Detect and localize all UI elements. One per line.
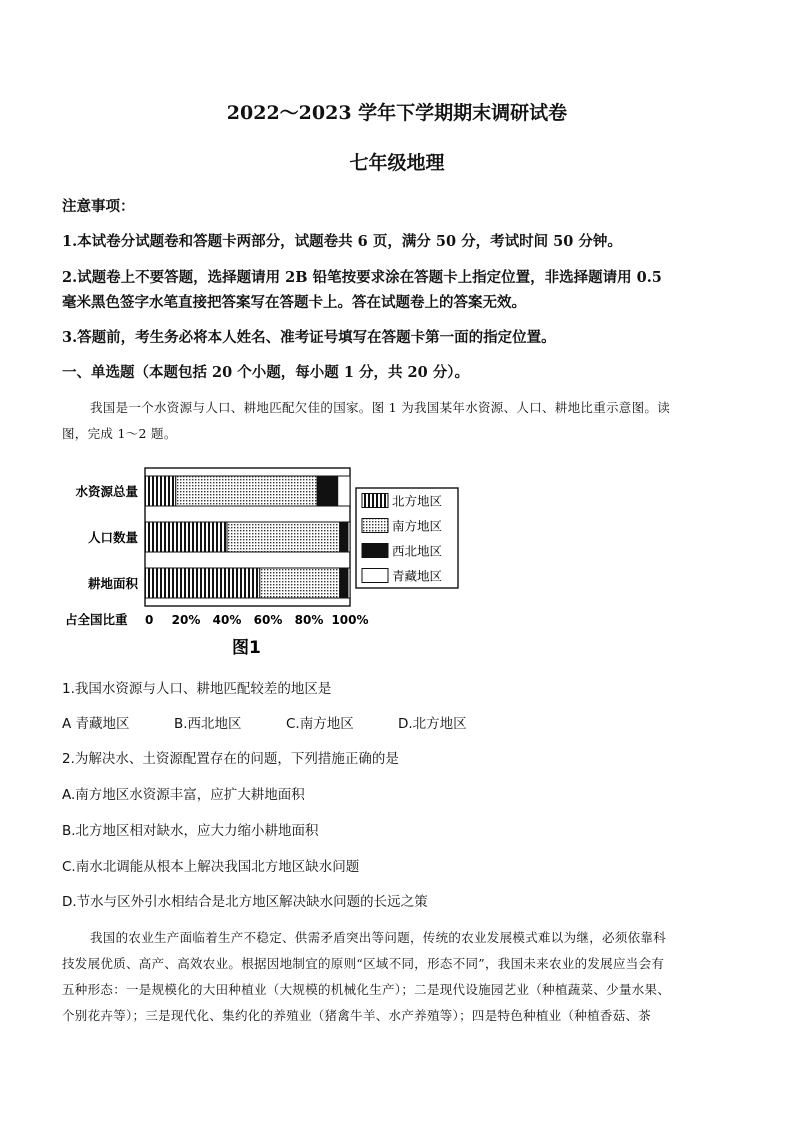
- x-tick-label-1: 20%: [171, 613, 201, 627]
- section-heading: 一、单选题（本题包括 20 个小题，每小题 1 分，共 20 分）。: [62, 364, 469, 381]
- legend-swatch-3: [362, 569, 388, 583]
- x-tick-label-3: 60%: [253, 613, 283, 627]
- question-1-options: [62, 713, 732, 735]
- notice-item-2-cont: 毫米黑色签字水笔直接把答案写在答题卡上。答在试题卷上的答案无效。: [62, 294, 526, 311]
- passage-line-1: 我国的农业生产面临着生产不稳定、供需矛盾突出等问题，传统的农业发展模式难以为继，必须依靠科: [90, 930, 667, 945]
- legend-label-0: 北方地区: [392, 493, 443, 509]
- bar-segment-0-3: [338, 476, 350, 506]
- intro-line-1: 我国是一个水资源与人口、耕地匹配欠佳的国家。图 1 为我国某年水资源、人口、耕地比重示意图。读: [90, 400, 671, 415]
- q2-option-b[interactable]: B.北方地区相对缺水，应大力缩小耕地面积: [62, 823, 319, 839]
- intro-line-2: 图，完成 1～2 题。: [62, 426, 177, 441]
- bar-segment-2-1: [260, 568, 340, 598]
- q2-option-c[interactable]: C.南水北调能从根本上解决我国北方地区缺水问题: [62, 859, 360, 875]
- bar-segment-0-1: [176, 476, 317, 506]
- figure-1-chart: [60, 458, 480, 663]
- legend-swatch-2: [362, 544, 388, 558]
- x-tick-label-5: 100%: [331, 613, 369, 627]
- q1-option-a[interactable]: A 青藏地区: [62, 716, 130, 732]
- exam-subtitle: 七年级地理: [349, 152, 445, 174]
- notice-item-1: 1.本试卷分试题卷和答题卡两部分，试题卷共 6 页，满分 50 分，考试时间 50 分钟。: [62, 233, 622, 250]
- legend-swatch-1: [362, 519, 388, 533]
- x-axis-label: 占全国比重: [65, 612, 128, 627]
- exam-title: 2022～2023 学年下学期期末调研试卷: [226, 102, 568, 124]
- legend-label-2: 西北地区: [392, 543, 443, 559]
- q2-option-d[interactable]: D.节水与区外引水相结合是北方地区解决缺水问题的长远之策: [62, 894, 428, 910]
- bar-segment-2-0: [145, 568, 260, 598]
- bar-segment-1-1: [227, 522, 340, 552]
- q1-option-d[interactable]: D.北方地区: [398, 716, 467, 732]
- bar-segment-0-0: [145, 476, 176, 506]
- passage-line-4: 个别花卉等）；三是现代化、集约化的养殖业（猪禽牛羊、水产养殖等）；四是特色种植业（种植香菇、茶: [62, 1008, 652, 1023]
- passage-line-2: 技发展优质、高产、高效农业。根据因地制宜的原则“区域不同，形态不同”，我国未来农业的发展应当会有: [62, 956, 665, 971]
- figure-caption: 图1: [232, 638, 261, 658]
- notice-item-2: 2.试题卷上不要答题，选择题请用 2B 铅笔按要求涂在答题卡上指定位置，非选择题请用 0.5: [62, 269, 662, 286]
- bar-segment-0-2: [317, 476, 338, 506]
- question-1-stem: 1.我国水资源与人口、耕地匹配较差的地区是: [62, 681, 332, 697]
- bar-segment-1-3: [348, 522, 350, 552]
- x-tick-label-2: 40%: [212, 613, 242, 627]
- category-label-1: 人口数量: [87, 530, 138, 545]
- notice-heading: 注意事项：: [62, 198, 135, 215]
- legend-label-3: 青藏地区: [392, 568, 443, 584]
- bar-segment-1-2: [340, 522, 348, 552]
- category-label-0: 水资源总量: [75, 484, 138, 499]
- legend-label-1: 南方地区: [392, 518, 443, 534]
- bar-segment-2-2: [340, 568, 348, 598]
- question-2-stem: 2.为解决水、土资源配置存在的问题，下列措施正确的是: [62, 751, 399, 767]
- bar-segment-2-3: [348, 568, 350, 598]
- x-tick-label-4: 80%: [294, 613, 324, 627]
- q2-option-a[interactable]: A.南方地区水资源丰富，应扩大耕地面积: [62, 787, 305, 803]
- legend-swatch-0: [362, 494, 388, 508]
- notice-item-3: 3.答题前，考生务必将本人姓名、准考证号填写在答题卡第一面的指定位置。: [62, 329, 556, 346]
- x-tick-label-0: 0: [145, 613, 154, 627]
- bar-segment-1-0: [145, 522, 227, 552]
- q1-option-b[interactable]: B.西北地区: [174, 716, 242, 732]
- q1-option-c[interactable]: C.南方地区: [286, 716, 354, 732]
- category-label-2: 耕地面积: [87, 576, 138, 591]
- passage-line-3: 五种形态：一是规模化的大田种植业（大规模的机械化生产）；二是现代设施园艺业（种植蔬菜、少量水果、: [62, 982, 671, 997]
